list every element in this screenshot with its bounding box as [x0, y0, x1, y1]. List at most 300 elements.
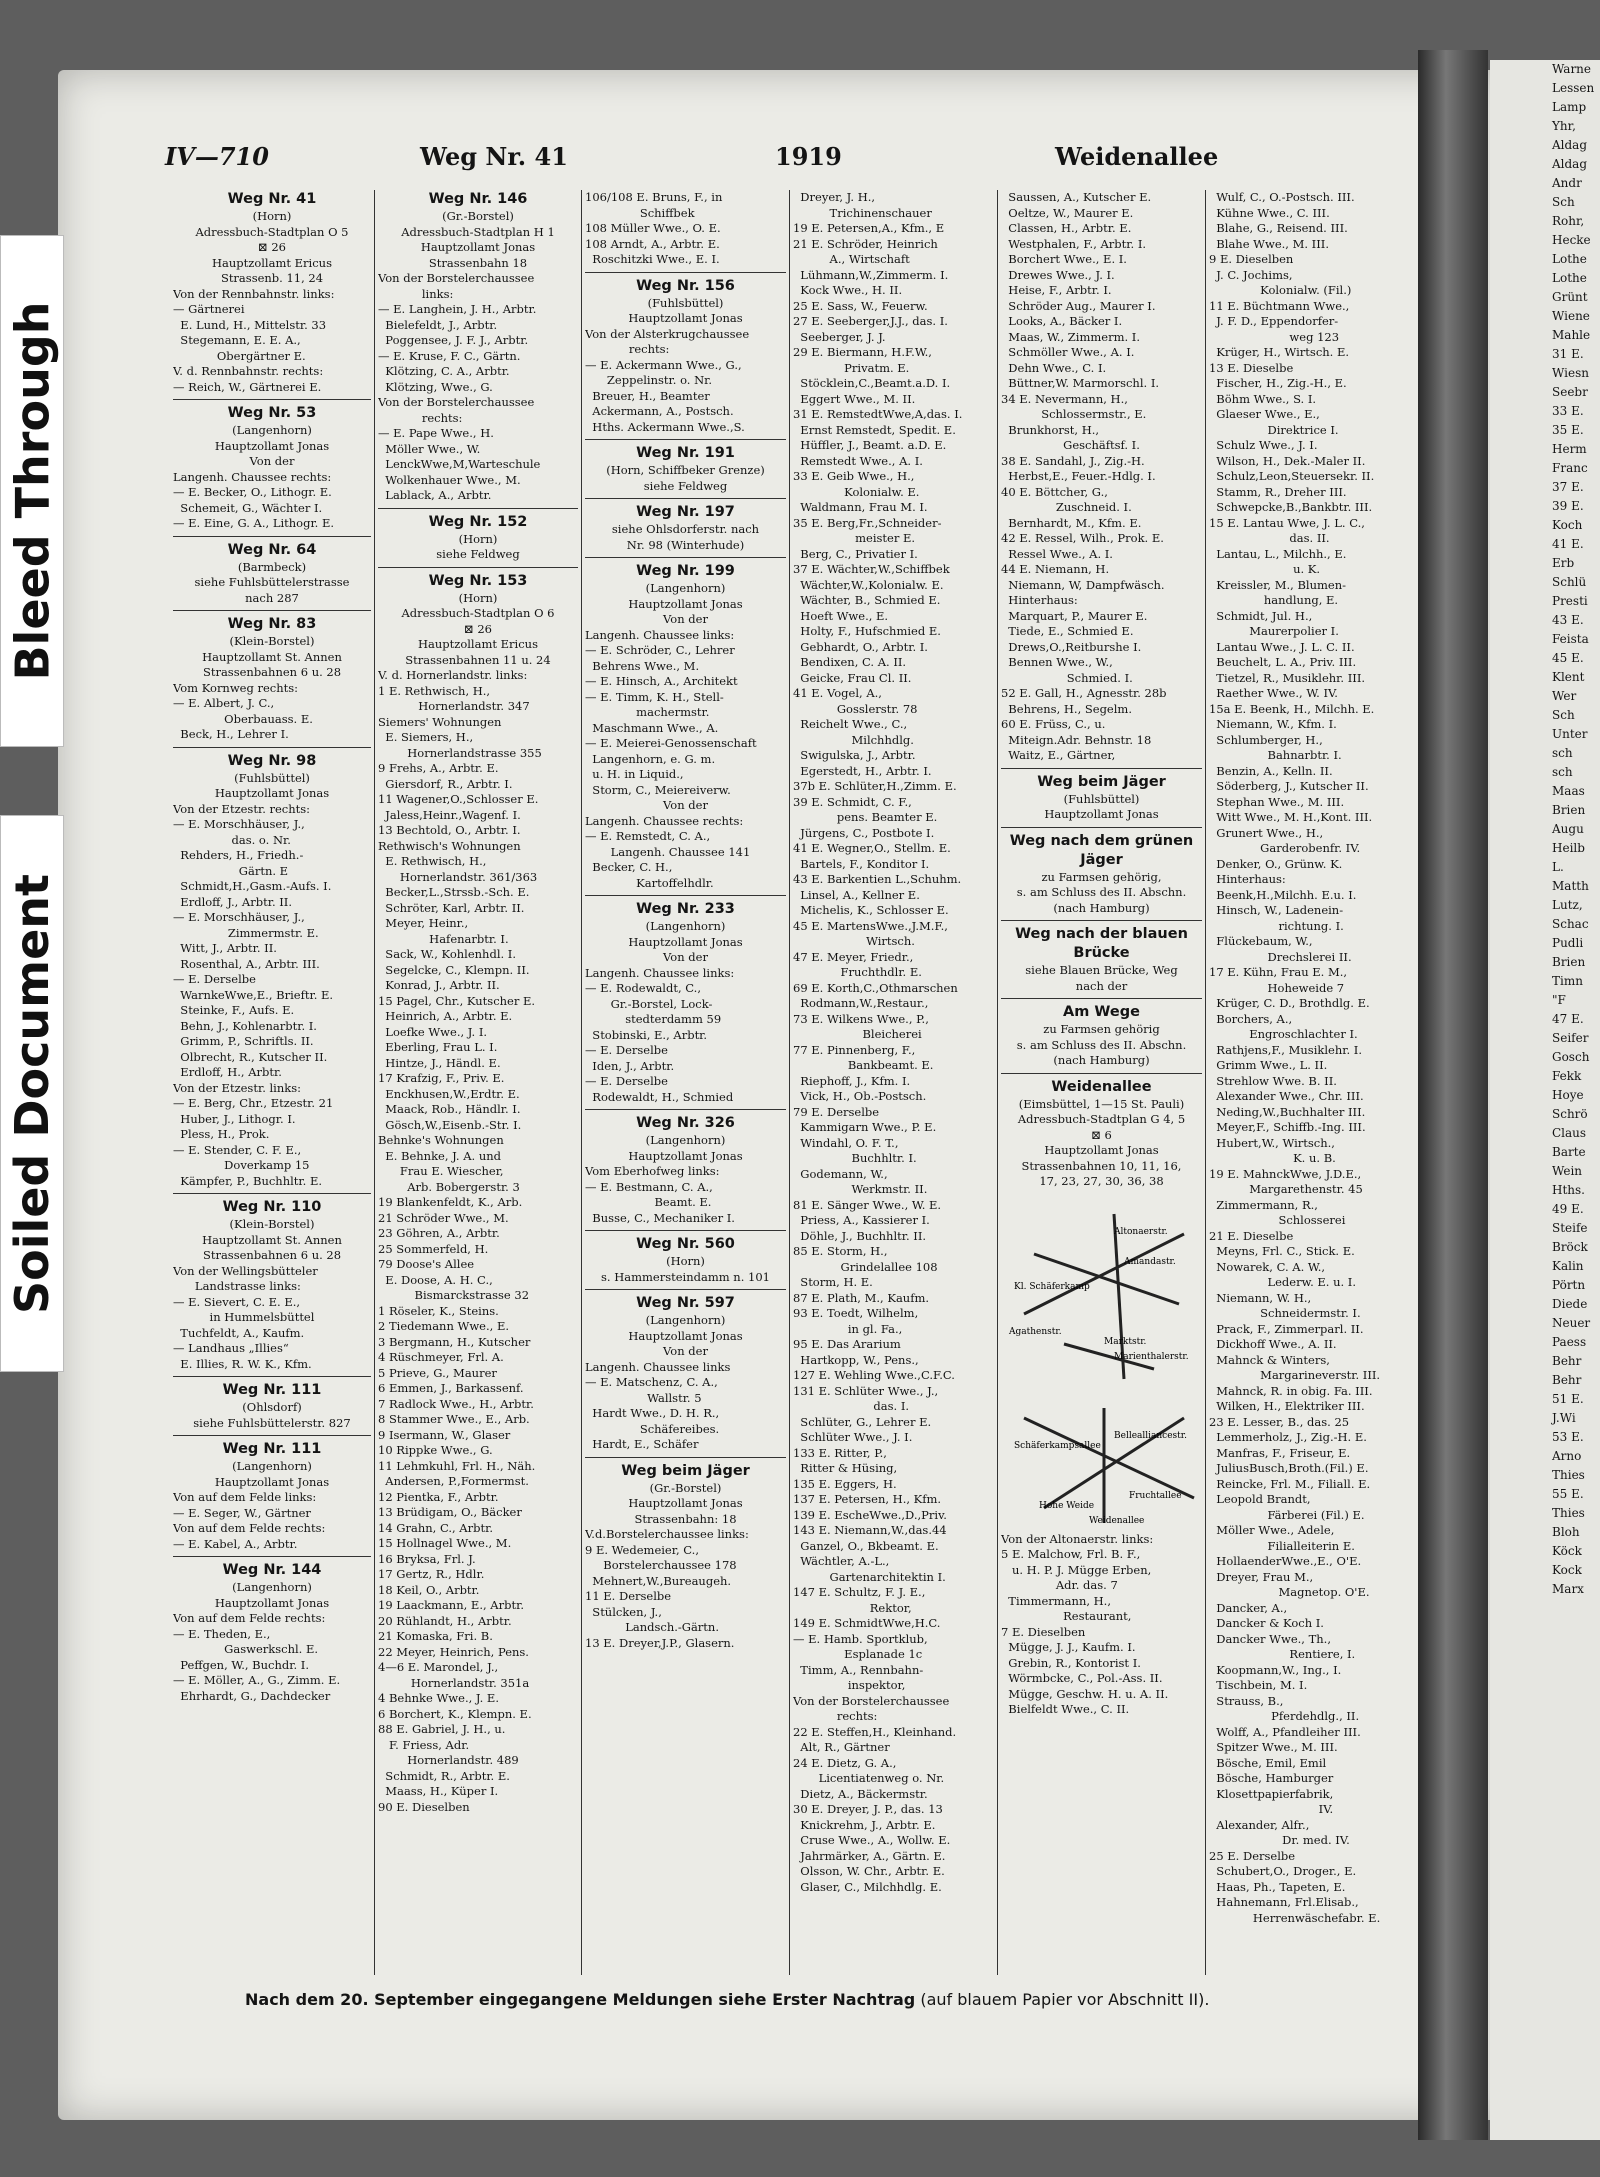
resident-entry: HollaenderWwe.,E., O'E.: [1209, 1554, 1362, 1568]
column-4: [790, 190, 998, 1975]
adjacent-page-fragment: 37 E.: [1552, 480, 1584, 494]
resident-entry: Schlüter Wwe., J. I.: [793, 1430, 913, 1444]
resident-entry: Strauss, B.,: [1209, 1693, 1284, 1708]
resident-entry: Kolonialw. (Fil.): [1209, 283, 1352, 297]
adjacent-page-fragment: Kalin: [1552, 1259, 1584, 1273]
resident-entry: Bismarckstrasse 32: [378, 1288, 530, 1302]
resident-entry: V. d. Rennbahnstr. rechts:: [173, 364, 324, 378]
resident-entry: Marquart, P., Maurer E.: [1001, 608, 1148, 623]
resident-entry: Siemers' Wohnungen: [378, 714, 502, 729]
section-divider: [585, 1230, 786, 1231]
resident-entry: Stephan Wwe., M. III.: [1209, 794, 1345, 809]
resident-entry: Kämpfer, P., Buchhltr. E.: [173, 1173, 323, 1188]
resident-entry: E. Doose, A. H. C.,: [378, 1272, 493, 1287]
resident-entry: Bartels, F., Konditor I.: [793, 856, 930, 871]
street-info: Von der: [663, 798, 708, 812]
resident-entry: Alt, R., Gärtner: [793, 1740, 890, 1754]
resident-entry: 108 Arndt, A., Arbtr. E.: [585, 236, 720, 251]
street-map-2: [1004, 1388, 1200, 1528]
resident-entry: das. o. Nr.: [173, 832, 291, 847]
resident-entry: — E. Kruse, F. C., Gärtn.: [378, 348, 521, 363]
adjacent-page-fragment: Paess: [1552, 1335, 1587, 1349]
resident-entry: Von der Borstelerchaussee: [378, 271, 535, 285]
adjacent-page-fragment: Schac: [1552, 917, 1589, 931]
resident-entry: in gl. Fa.,: [793, 1321, 903, 1336]
resident-entry: Dancker & Koch I.: [1209, 1616, 1324, 1630]
resident-entry: 47 E. Meyer, Friedr.,: [793, 949, 914, 964]
resident-entry: Witt Wwe., M. H.,Kont. III.: [1209, 810, 1373, 824]
street-heading: Weg Nr. 83: [227, 616, 317, 632]
resident-entry: Schmöller Wwe., A. I.: [1001, 345, 1135, 359]
adjacent-page-fragment: 41 E.: [1552, 537, 1584, 551]
adjacent-page-fragment: Kock: [1552, 1563, 1582, 1577]
adjacent-page-fragment: Thies: [1552, 1506, 1585, 1520]
adjacent-page-fragment: Marx: [1552, 1582, 1584, 1596]
resident-entry: Koopmann,W., Ing., I.: [1209, 1662, 1342, 1677]
resident-entry: Maass, H., Küper I.: [378, 1784, 499, 1798]
resident-entry: machermstr.: [585, 705, 710, 719]
adjacent-page-fragment: Lutz,: [1552, 898, 1583, 912]
section-divider: [585, 272, 786, 273]
adjacent-page-fragment: Schrö: [1552, 1107, 1588, 1121]
resident-entry: Fruchthdlr. E.: [793, 965, 922, 979]
street-info: ⊠ 26: [464, 621, 492, 636]
resident-entry: 43 E. Barkentien L.,Schuhm.: [793, 872, 962, 886]
resident-entry: 27 E. Seeberger,J.J., das. I.: [793, 314, 948, 328]
resident-entry: Margarethenstr. 45: [1209, 1182, 1363, 1196]
adjacent-page-fragment: Herm: [1552, 442, 1587, 456]
resident-entry: Bankbeamt. E.: [793, 1058, 934, 1072]
resident-entry: Schlumberger, H.,: [1209, 732, 1323, 747]
footer-note-main: Nach dem 20. September eingegangene Meldungen siehe Erster Nachtrag: [245, 1990, 916, 2009]
resident-entry: Rodmann,W.,Restaur.,: [793, 996, 929, 1010]
resident-entry: 17 Gertz, R., Hdlr.: [378, 1567, 485, 1581]
resident-entry: Schmidt, Jul. H.,: [1209, 608, 1313, 623]
resident-entry: Lühmann,W.,Zimmerm. I.: [793, 267, 949, 282]
adjacent-page-fragment: 51 E.: [1552, 1392, 1584, 1406]
street-heading: Weg nach der blauen: [1015, 926, 1188, 942]
resident-entry: V.d.Borstelerchaussee links:: [585, 1527, 749, 1541]
resident-entry: 24 E. Dietz, G. A.,: [793, 1755, 897, 1770]
resident-entry: 22 E. Steffen,H., Kleinhand.: [793, 1724, 957, 1739]
section-divider: [1001, 768, 1202, 769]
adjacent-page-fragment: Hths.: [1552, 1183, 1585, 1197]
resident-entry: Döhle, J., Buchhltr. II.: [793, 1228, 927, 1243]
map-street-label: Agathenstr.: [1008, 1326, 1062, 1337]
resident-entry: Tietzel, R., Musiklehr. III.: [1209, 670, 1366, 685]
street-heading: Am Wege: [1063, 1004, 1140, 1020]
resident-entry: Wolff, A., Pfandleiher III.: [1209, 1724, 1361, 1739]
resident-entry: Niemann, W. H.,: [1209, 1290, 1312, 1305]
street-info: Hauptzollamt St. Annen: [202, 649, 342, 664]
adjacent-page-fragment: Steife: [1552, 1221, 1588, 1235]
street-info: (Langenhorn): [232, 1580, 312, 1594]
street-info: (Gr.-Borstel): [442, 209, 514, 223]
resident-entry: — E. Möller, A., G., Zimm. E.: [173, 1673, 341, 1687]
street-heading: Weg Nr. 560: [636, 1236, 735, 1252]
street-info: (Horn): [458, 590, 498, 605]
street-heading: Weg Nr. 41: [227, 191, 317, 207]
street-info: Hauptzollamt Ericus: [212, 255, 332, 270]
resident-entry: — E. Timm, K. H., Stell-: [585, 689, 724, 704]
resident-entry: E. Lund, H., Mittelstr. 33: [173, 317, 327, 332]
street-heading: Weg Nr. 153: [428, 572, 528, 589]
resident-entry: Michelis, K., Schlosser E.: [793, 903, 949, 917]
resident-entry: Steinke, F., Aufs. E.: [173, 1003, 295, 1017]
resident-entry: Denker, O., Grünw. K.: [1209, 856, 1343, 871]
resident-entry: 6 Emmen, J., Barkassenf.: [378, 1381, 524, 1395]
resident-entry: Cruse Wwe., A., Wollw. E.: [793, 1833, 951, 1847]
resident-entry: 20 Rühlandt, H., Arbtr.: [378, 1613, 512, 1628]
resident-entry: Vick, H., Ob.-Postsch.: [793, 1089, 927, 1103]
resident-entry: 10 Rippke Wwe., G.: [378, 1443, 493, 1457]
resident-entry: Garderobenfr. IV.: [1209, 841, 1361, 855]
resident-entry: Langenhorn, e. G. m.: [585, 751, 716, 766]
resident-entry: 25 Sommerfeld, H.: [378, 1241, 489, 1256]
adjacent-page-fragment: Fekk: [1552, 1069, 1582, 1083]
resident-entry: Dietz, A., Bäckermstr.: [793, 1786, 928, 1801]
adjacent-page-fragment: Erb: [1552, 556, 1575, 570]
resident-entry: Holty, F., Hufschmied E.: [793, 624, 941, 638]
resident-entry: Kock Wwe., H. II.: [793, 283, 903, 297]
resident-entry: Roschitzki Wwe., E. I.: [585, 252, 720, 266]
resident-entry: Brunkhorst, H.,: [1001, 422, 1100, 437]
street-heading: Weg Nr. 326: [636, 1115, 735, 1131]
adjacent-page-fragment: Hecke: [1552, 233, 1591, 247]
adjacent-page-fragment: Lothe: [1552, 252, 1587, 266]
resident-entry: — E. Hamb. Sportklub,: [793, 1631, 928, 1646]
section-divider: [585, 1109, 786, 1110]
resident-entry: Berg, C., Privatier I.: [793, 546, 918, 561]
resident-entry: Vom Kornweg rechts:: [173, 680, 299, 695]
resident-entry: Rentiere, I.: [1209, 1647, 1356, 1661]
resident-entry: Westphalen, F., Arbtr. I.: [1001, 236, 1147, 251]
map-street-label: Marienthalerstr.: [1113, 1351, 1189, 1362]
resident-entry: 25 E. Sass, W., Feuerw.: [793, 298, 928, 313]
resident-entry: Ehrhardt, G., Dachdecker: [173, 1688, 331, 1703]
resident-entry: Benzin, A., Kelln. II.: [1209, 763, 1333, 778]
resident-entry: 21 Komaska, Fri. B.: [378, 1629, 493, 1643]
adjacent-page-fragment: Augu: [1552, 822, 1584, 836]
resident-entry: Breuer, H., Beamter: [585, 388, 710, 403]
adjacent-page-fragment: Behr: [1552, 1373, 1582, 1387]
resident-entry: Segelcke, C., Klempn. II.: [378, 962, 530, 977]
resident-entry: LenckWwe,M,Warteschule: [378, 457, 541, 471]
resident-entry: Witt, J., Arbtr. II.: [173, 941, 277, 955]
street-info: siehe Fuhlsbüttelerstr. 827: [193, 1415, 351, 1430]
resident-entry: Dreyer, J. H.,: [793, 190, 876, 204]
resident-entry: Grebin, R., Kontorist I.: [1001, 1655, 1141, 1670]
resident-entry: Strehlow Wwe. B. II.: [1209, 1073, 1337, 1088]
resident-entry: Tiede, E., Schmied E.: [1001, 624, 1134, 638]
resident-entry: Direktrice I.: [1209, 422, 1339, 437]
resident-entry: Gartenarchitektin I.: [793, 1569, 946, 1584]
resident-entry: F. Friess, Adr.: [378, 1737, 470, 1752]
resident-entry: Tuchfeldt, A., Kaufm.: [173, 1325, 305, 1340]
resident-entry: Manfras, F., Friseur, E.: [1209, 1445, 1351, 1460]
adjacent-page-fragment: Brien: [1552, 955, 1586, 969]
resident-entry: 30 E. Dreyer, J. P., das. 13: [793, 1802, 943, 1816]
resident-entry: Arb. Bobergerstr. 3: [378, 1179, 520, 1194]
resident-entry: Grunert Wwe., H.,: [1209, 825, 1324, 840]
resident-entry: Priess, A., Kassierer I.: [793, 1213, 930, 1227]
resident-entry: Erdloff, J., Arbtr. II.: [173, 894, 292, 909]
footer-note: [245, 1990, 1445, 2009]
resident-entry: 13 E. Dieselbe: [1209, 360, 1294, 375]
resident-entry: 29 E. Biermann, H.F.W.,: [793, 345, 932, 359]
adjacent-page-fragment: Wer: [1552, 689, 1577, 703]
resident-entry: 35 E. Berg,Fr.,Schneider-: [793, 515, 942, 530]
street-info: (nach Hamburg): [1053, 1053, 1150, 1067]
section-divider: [1001, 920, 1202, 921]
resident-entry: Stöcklein,C.,Beamt.a.D. I.: [793, 376, 951, 390]
resident-entry: 37 E. Wächter,W.,Schiffbek: [793, 562, 950, 576]
map-street-line: [1024, 1234, 1184, 1314]
resident-entry: 52 E. Gall, H., Agnesstr. 28b: [1001, 686, 1167, 700]
resident-entry: 81 E. Sänger Wwe., W. E.: [793, 1197, 942, 1212]
adjacent-page-fragment: sch: [1552, 765, 1573, 779]
resident-entry: — Landhaus „Illies“: [173, 1341, 289, 1355]
resident-entry: Blahe, G., Reisend. III.: [1209, 221, 1348, 235]
street-info: s. am Schluss des II. Abschn.: [1016, 1037, 1187, 1052]
resident-entry: Waldmann, Frau M. I.: [793, 500, 928, 514]
resident-entry: Kühne Wwe., C. III.: [1209, 205, 1330, 220]
adjacent-page-fragment: Heilb: [1552, 841, 1585, 855]
soiled-document-label: Soiled Document: [0, 815, 64, 1372]
resident-entry: 5 E. Malchow, Frl. B. F.,: [1001, 1547, 1141, 1561]
resident-entry: 79 Doose's Allee: [378, 1257, 475, 1271]
resident-entry: Fischer, H., Zig.-H., E.: [1209, 376, 1347, 390]
column-2: [375, 190, 582, 1975]
street-heading: Weg beim Jäger: [1037, 773, 1166, 790]
resident-entry: 147 E. Schultz, F. J. E.,: [793, 1585, 926, 1599]
street-info: ⊠ 6: [1091, 1127, 1112, 1142]
resident-entry: Langenh. Chaussee links: [585, 1359, 731, 1374]
resident-entry: Gärtn. E: [173, 863, 289, 878]
resident-entry: 15 E. Lantau Wwe, J. L. C.,: [1209, 515, 1365, 530]
resident-entry: Glaeser Wwe., E.,: [1209, 407, 1320, 421]
resident-entry: Möller Wwe., Adele,: [1209, 1523, 1335, 1537]
resident-entry: Behn, J., Kohlenarbtr. I.: [173, 1018, 317, 1033]
section-divider: [378, 508, 578, 509]
adjacent-page-fragment: Unter: [1552, 727, 1588, 741]
resident-entry: Seeberger, J. J.: [793, 329, 886, 344]
resident-entry: Busse, C., Mechaniker I.: [585, 1210, 735, 1225]
resident-entry: Reincke, Frl. M., Filiall. E.: [1209, 1476, 1371, 1491]
resident-entry: Meyer, Heinr.,: [378, 916, 469, 930]
resident-entry: Böhm Wwe., S. I.: [1209, 391, 1317, 406]
resident-entry: links:: [378, 286, 454, 301]
street-info: Strassenbahnen 6 u. 28: [202, 665, 342, 679]
street-info: Hauptzollamt Jonas: [628, 1496, 743, 1510]
section-divider: [173, 747, 371, 748]
resident-entry: 2 Tiedemann Wwe., E.: [378, 1319, 510, 1333]
adjacent-page-fragment: Aldag: [1552, 138, 1588, 152]
resident-entry: 19 Blankenfeldt, K., Arb.: [378, 1195, 523, 1209]
resident-entry: Hahnemann, Frl.Elisab.,: [1209, 1895, 1359, 1909]
adjacent-page-fragment: 43 E.: [1552, 613, 1584, 627]
resident-entry: 127 E. Wehling Wwe.,C.F.C.: [793, 1368, 955, 1382]
resident-entry: Storm, H. E.: [793, 1275, 873, 1289]
resident-entry: Schlosserei: [1209, 1213, 1346, 1227]
adjacent-page-edge: [1490, 60, 1600, 2140]
resident-entry: Hintze, J., Händl. E.: [378, 1055, 501, 1070]
resident-entry: Leopold Brandt,: [1209, 1492, 1311, 1506]
resident-entry: Langenh. Chaussee links:: [585, 627, 735, 642]
resident-entry: 38 E. Sandahl, J., Zig.-H.: [1001, 453, 1145, 468]
section-divider: [1001, 1073, 1202, 1074]
resident-entry: Klötzing, C. A., Arbtr.: [378, 364, 510, 378]
resident-entry: Büttner,W. Marmorschl. I.: [1001, 376, 1160, 390]
street-info: (Klein-Borstel): [229, 634, 315, 648]
map-street-label: Schäferkampsallee: [1013, 1440, 1101, 1451]
resident-entry: Schmidt,H.,Gasm.-Aufs. I.: [173, 879, 332, 893]
street-info: (Langenhorn): [645, 919, 726, 933]
resident-entry: Pless, H., Prok.: [173, 1127, 270, 1141]
resident-entry: Wilson, H., Dek.-Maler II.: [1209, 453, 1366, 468]
resident-entry: Buchhltr. I.: [793, 1151, 917, 1165]
resident-entry: Trichinenschauer: [793, 205, 932, 220]
map-street-label: Fruchtallee: [1128, 1490, 1182, 1501]
resident-entry: — E. Langhein, J. H., Arbtr.: [378, 302, 537, 316]
resident-entry: 14 Grahn, C., Arbtr.: [378, 1520, 493, 1535]
resident-entry: 90 E. Dieselben: [378, 1799, 470, 1814]
resident-entry: Grindelallee 108: [793, 1259, 938, 1274]
resident-entry: Bernhardt, M., Kfm. E.: [1001, 515, 1142, 530]
resident-entry: Magnetop. O'E.: [1209, 1585, 1370, 1599]
resident-entry: Stegemann, E. E. A.,: [173, 333, 301, 347]
adjacent-page-fragment: Brien: [1552, 803, 1586, 817]
street-heading: Weg beim Jäger: [621, 1462, 750, 1479]
street-heading: Weg Nr. 199: [636, 563, 735, 579]
bleed-through-label: Bleed Through: [0, 235, 64, 747]
resident-entry: — E. Morschhäuser, J.,: [173, 817, 305, 831]
resident-entry: 6 Borchert, K., Klempn. E.: [378, 1706, 532, 1721]
resident-entry: — E. Theden, E.,: [173, 1626, 271, 1641]
street-info: (Langenhorn): [645, 581, 726, 595]
resident-entry: Erdloff, H., Arbtr.: [173, 1065, 282, 1079]
resident-entry: Oberbauass. E.: [173, 711, 313, 726]
adjacent-page-fragment: 47 E.: [1552, 1012, 1584, 1026]
page-header: [165, 142, 1430, 178]
resident-entry: 23 Göhren, A., Arbtr.: [378, 1226, 500, 1240]
street-info: ⊠ 26: [258, 240, 286, 254]
resident-entry: Mahnck, R. in obig. Fa. III.: [1209, 1383, 1373, 1398]
resident-entry: Schmied. I.: [1001, 670, 1133, 685]
map-street-label: Kl. Schäferkamp: [1013, 1281, 1090, 1292]
resident-entry: Peffgen, W., Buchdr. I.: [173, 1657, 309, 1672]
resident-entry: 79 E. Derselbe: [793, 1104, 880, 1119]
resident-entry: — E. Schröder, C., Lehrer: [585, 643, 735, 657]
section-divider: [1001, 827, 1202, 828]
street-info: (Langenhorn): [232, 1459, 312, 1473]
resident-entry: Saussen, A., Kutscher E.: [1001, 190, 1152, 204]
resident-entry: Beuchelt, L. A., Priv. III.: [1209, 655, 1357, 669]
street-heading: Weg Nr. 111: [222, 1441, 322, 1457]
resident-entry: 149 E. SchmidtWwe,H.C.: [793, 1616, 941, 1630]
adjacent-page-fragment: Schlü: [1552, 575, 1587, 589]
resident-entry: Wolkenhauer Wwe., M.: [378, 472, 521, 487]
resident-entry: WarnkeWwe,E., Brieftr. E.: [173, 987, 334, 1002]
resident-entry: weg 123: [1209, 329, 1340, 344]
resident-entry: Behrens Wwe., M.: [585, 658, 700, 673]
street-info: (Klein-Borstel): [229, 1217, 315, 1231]
resident-entry: — E. Remstedt, C. A.,: [585, 829, 711, 843]
street-info: Von der: [663, 612, 708, 626]
resident-entry: Sack, W., Kohlenhdl. I.: [378, 947, 516, 961]
resident-entry: Von der Borstelerchaussee: [793, 1693, 950, 1708]
resident-entry: Spitzer Wwe., M. III.: [1209, 1740, 1338, 1754]
resident-entry: Landstrasse links:: [173, 1279, 301, 1293]
resident-entry: 21 E. Dieselbe: [1209, 1228, 1294, 1243]
resident-entry: Filialleiterin E.: [1209, 1538, 1355, 1553]
resident-entry: Adr. das. 7: [1001, 1578, 1118, 1592]
street-info: siehe Feldweg: [436, 547, 520, 561]
resident-entry: Alexander, Alfr.,: [1209, 1817, 1310, 1832]
resident-entry: Dehn Wwe., C. I.: [1001, 360, 1107, 375]
resident-entry: Remstedt Wwe., A. I.: [793, 453, 923, 468]
adjacent-page-fragment: Behr: [1552, 1354, 1582, 1368]
resident-entry: Bahnarbtr. I.: [1209, 748, 1342, 762]
street-info: Hauptzollamt Jonas: [1044, 1143, 1159, 1157]
resident-entry: Kammigarn Wwe., P. E.: [793, 1120, 937, 1134]
resident-entry: Langenh. Chaussee links:: [585, 965, 735, 980]
resident-entry: Privatm. E.: [793, 360, 910, 375]
street-info: Hauptzollamt Jonas: [1044, 807, 1159, 821]
resident-entry: Langenh. Chaussee rechts:: [585, 813, 744, 828]
resident-entry: 42 E. Ressel, Wilh., Prok. E.: [1001, 531, 1164, 545]
street-info: Strassenbahn 18: [428, 255, 528, 270]
adjacent-page-fragment: Pörtn: [1552, 1278, 1586, 1292]
resident-entry: E. Siemers, H.,: [378, 730, 474, 744]
resident-entry: Margarineverstr. III.: [1209, 1368, 1381, 1382]
resident-entry: Möller Wwe., W.: [378, 441, 481, 456]
resident-entry: 21 E. Schröder, Heinrich: [793, 236, 938, 251]
street-info: Strassenbahnen 11 u. 24: [405, 652, 551, 667]
resident-entry: Wächtler, A.-L.,: [793, 1554, 890, 1568]
resident-entry: 13 Brüdigam, O., Bäcker: [378, 1505, 522, 1519]
resident-entry: Jaless,Heinr.,Wagenf. I.: [378, 807, 521, 822]
street-info: (Langenhorn): [645, 1313, 726, 1327]
resident-entry: 12 Pientka, F., Arbtr.: [378, 1489, 499, 1504]
resident-entry: Von der Wellingsbütteler: [173, 1263, 318, 1278]
resident-entry: Drews,O.,Reitburshe I.: [1001, 639, 1142, 654]
resident-entry: 7 E. Dieselben: [1001, 1624, 1086, 1639]
resident-entry: Iden, J., Arbtr.: [585, 1058, 675, 1073]
resident-entry: 19 Laackmann, E., Arbtr.: [378, 1598, 524, 1612]
street-heading: Weg Nr. 233: [636, 901, 735, 917]
resident-entry: Hardt, E., Schäfer: [585, 1437, 699, 1451]
resident-entry: Olbrecht, R., Kutscher II.: [173, 1049, 328, 1064]
resident-entry: Stülcken, J.,: [585, 1604, 662, 1619]
resident-entry: Prack, F., Zimmerparl. II.: [1209, 1321, 1364, 1336]
resident-entry: 22 Meyer, Heinrich, Pens.: [378, 1644, 529, 1659]
resident-entry: 41 E. Wegner,O., Stellm. E.: [793, 841, 951, 855]
street-info: (nach Hamburg): [1053, 900, 1150, 915]
resident-entry: 139 E. EscheWwe.,D.,Priv.: [793, 1507, 947, 1522]
resident-entry: Hths. Ackermann Wwe.,S.: [585, 419, 745, 434]
resident-entry: Wulf, C., O.-Postsch. III.: [1209, 190, 1355, 204]
resident-entry: Rathjens,F., Musiklehr. I.: [1209, 1042, 1362, 1057]
resident-entry: 15a E. Beenk, H., Milchh. E.: [1209, 701, 1375, 716]
street-info: Hauptzollamt St. Annen: [202, 1232, 342, 1247]
resident-entry: Lablack, A., Arbtr.: [378, 488, 492, 502]
resident-entry: Bielefeldt, J., Arbtr.: [378, 317, 498, 332]
resident-entry: Grimm, P., Schriftls. II.: [173, 1034, 314, 1048]
resident-entry: pens. Beamter E.: [793, 810, 938, 824]
resident-entry: Geschäftsf. I.: [1001, 438, 1140, 452]
resident-entry: Wirtsch.: [793, 934, 915, 948]
